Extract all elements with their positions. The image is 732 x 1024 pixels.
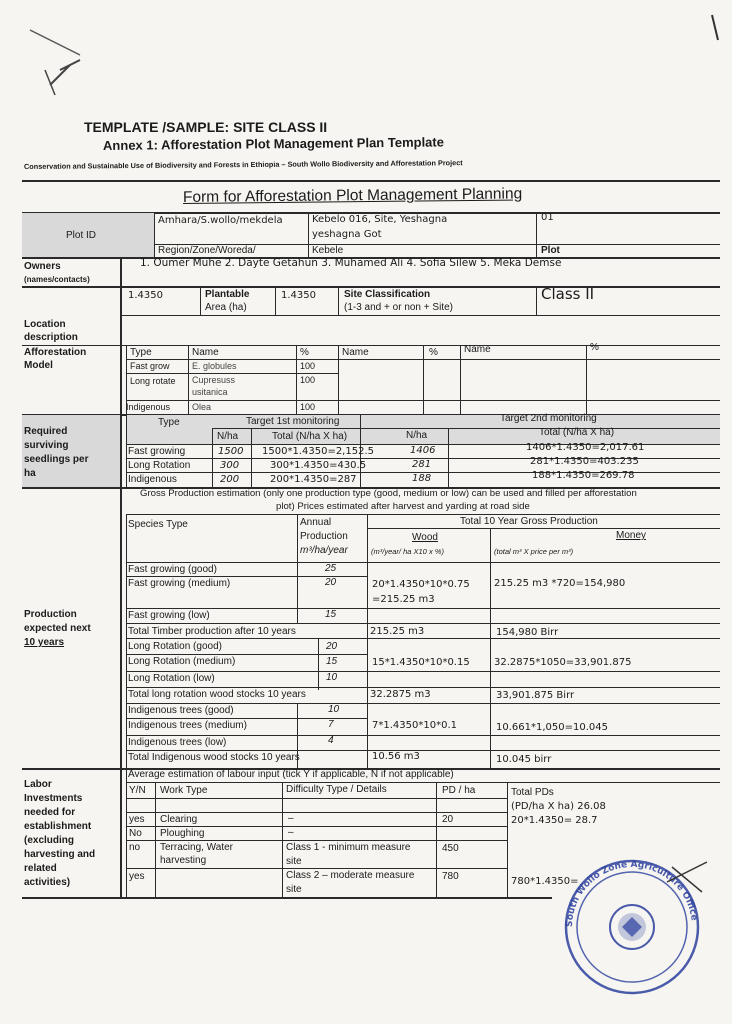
labor-pd: 450: [442, 843, 459, 854]
seedling-t1: 200*1.4350=287: [270, 474, 357, 485]
grid-line: [490, 528, 491, 768]
grid-line: [536, 212, 537, 257]
labor-diff-2: site: [286, 884, 302, 895]
production-label: Production: [24, 609, 77, 620]
model-name: Olea: [192, 402, 212, 412]
money-value: 154,980 Birr: [496, 627, 559, 638]
area-value: 1.4350: [128, 290, 163, 301]
money-subheader: (total m³ X price per m³): [494, 547, 574, 556]
grid-line: [275, 286, 276, 315]
production-row: Long Rotation (low): [128, 673, 215, 684]
owners-value: 1. Oumer Muhe 2. Dayte Getahun 3. Muhamed Ali 4. Sofia Silew 5. Meka Demse: [140, 257, 562, 269]
annual-value: 20: [326, 641, 338, 652]
owners-sublabel: (names/contacts): [24, 275, 90, 284]
grid-line: [338, 286, 339, 315]
model-label: Afforestation: [24, 347, 87, 358]
labor-header-total: Total PDs: [511, 787, 554, 798]
species-header: Species Type: [128, 519, 188, 530]
labor-diff: –: [288, 827, 294, 838]
labor-yn: No: [129, 828, 142, 839]
grid-line: [126, 638, 720, 639]
labor-header-work: Work Type: [160, 785, 208, 796]
labor-label-2: Investments: [24, 793, 83, 804]
model-label-2: Model: [24, 360, 53, 371]
labor-work: Ploughing: [160, 828, 205, 839]
grid-line: [154, 212, 155, 257]
grid-line: [126, 608, 720, 609]
owners-label: Owners: [24, 261, 61, 272]
region-label: Region/Zone/Woreda/: [158, 245, 256, 256]
grid-line: [22, 286, 720, 288]
seedling-t1: 300*1.4350=430.5: [270, 460, 367, 471]
production-row: Long Rotation (medium): [128, 656, 236, 667]
money-value: 10.661*1,050=10.045: [496, 722, 608, 733]
annual-header-2: Production: [300, 531, 348, 542]
labor-diff: Class 1 - minimum measure: [286, 842, 411, 853]
seedling-n1: 1500: [218, 446, 244, 457]
labor-header-yn: Y/N: [129, 785, 146, 796]
seedling-n2: 1406: [410, 445, 436, 456]
nha-header: N/ha: [217, 431, 239, 442]
annual-value: 10: [328, 704, 340, 715]
production-row: Total Indigenous wood stocks 10 years: [128, 752, 300, 763]
grid-line: [367, 528, 720, 529]
total-header: Total (N/ha X ha): [272, 431, 348, 442]
seedling-t2: 1406*1.4350=2,017.61: [526, 442, 645, 453]
first-monitoring-header: Target 1st monitoring: [246, 416, 340, 427]
model-header-pct-3: %: [590, 342, 599, 353]
header-rule: [22, 180, 720, 182]
production-row: Fast growing (good): [128, 564, 217, 575]
stamp-text: South Wollo Zone Agriculture Office: [564, 859, 699, 928]
wood-value: 15*1.4350*10*0.15: [372, 657, 470, 668]
annual-value: 7: [328, 719, 334, 730]
production-note: Gross Production estimation (only one production type (good, medium or low) can be used and filled per afforestation: [140, 488, 637, 499]
grid-line: [308, 212, 309, 257]
model-name: E. globules: [192, 361, 237, 371]
wood-value: 7*1.4350*10*0.1: [372, 720, 457, 731]
labor-total-sub: (PD/ha X ha) 26.08: [511, 801, 606, 812]
labor-total: 780*1.4350=: [511, 876, 579, 887]
grid-line: [120, 315, 720, 316]
template-title: TEMPLATE /SAMPLE: SITE CLASS II: [84, 119, 328, 135]
grid-line: [212, 428, 720, 429]
grid-line: [126, 826, 507, 827]
labor-note: Average estimation of labour input (tick Y if applicable, N if not applicable): [128, 769, 454, 780]
grid-line: [126, 414, 127, 487]
grid-line: [188, 345, 189, 414]
seedlings-label-2: surviving: [24, 440, 69, 451]
labor-label-5: (excluding: [24, 835, 75, 846]
labor-diff-2: site: [286, 856, 302, 867]
location-label: Location: [24, 319, 66, 330]
labor-work: Terracing, Water: [160, 842, 233, 853]
model-header-pct-2: %: [429, 347, 438, 358]
money-value: 10.045 birr: [496, 754, 552, 765]
money-value: 33,901.875 Birr: [496, 690, 575, 701]
model-name-2: usitanica: [192, 387, 228, 397]
grid-line: [126, 514, 720, 515]
kebele-label: Kebele: [312, 245, 344, 256]
wood-value: 32.2875 m3: [370, 689, 431, 700]
money-value: 32.2875*1050=33,901.875: [494, 657, 632, 668]
grid-line: [126, 798, 507, 799]
labor-work: Clearing: [160, 814, 198, 825]
money-value: 215.25 m3 *720=154,980: [494, 578, 626, 589]
seedling-t1: 1500*1.4350=2,152.5: [262, 446, 374, 457]
annex-title: Annex 1: Afforestation Plot Management Plan Template: [102, 134, 445, 153]
annual-header: Annual: [300, 517, 332, 528]
annual-value: 25: [325, 563, 337, 574]
grid-line: [586, 345, 587, 414]
seedlings-label: Required: [24, 426, 68, 437]
labor-header-pd: PD / ha: [442, 785, 476, 796]
annual-value: 10: [326, 672, 338, 683]
grid-line: [367, 514, 368, 768]
annual-value: 4: [328, 735, 334, 746]
grid-line: [126, 768, 127, 898]
production-row: Indigenous trees (low): [128, 737, 227, 748]
wood-value: 215.25 m3: [370, 626, 425, 637]
model-type: Indigenous: [126, 402, 171, 412]
seedling-type: Fast growing: [128, 446, 186, 457]
grid-line: [318, 638, 319, 690]
model-header-name-3: Name: [464, 344, 491, 355]
labor-yn: yes: [129, 814, 145, 825]
plot-number: 01: [541, 212, 554, 223]
production-row: Indigenous trees (good): [128, 705, 234, 716]
grid-line: [126, 782, 720, 783]
plot-label: Plot: [541, 245, 560, 256]
grid-line: [126, 868, 507, 869]
labor-yn: no: [129, 842, 141, 853]
model-name: Cupresuss: [192, 375, 236, 385]
production-row: Total long rotation wood stocks 10 years: [128, 689, 306, 700]
seedling-n1: 200: [220, 474, 240, 485]
plot-id-label: Plot ID: [66, 230, 97, 241]
labor-label-7: related: [24, 863, 57, 874]
seedlings-label-4: ha: [24, 468, 36, 479]
annual-value: 20: [325, 577, 337, 588]
grid-line: [126, 703, 720, 704]
production-row: Fast growing (low): [128, 610, 210, 621]
model-header-type: Type: [130, 347, 152, 358]
model-header-name: Name: [192, 347, 219, 358]
margin-mark: [700, 10, 725, 50]
production-row: Total Timber production after 10 years: [128, 626, 296, 637]
model-header-name-2: Name: [342, 347, 369, 358]
model-type: Fast grow: [130, 361, 170, 371]
nha-header-2: N/ha: [406, 430, 428, 441]
labor-label-4: establishment: [24, 821, 92, 832]
grid-line: [126, 687, 720, 688]
plantable-label-2: Area (ha): [205, 302, 247, 313]
wood-value-2: =215.25 m3: [372, 594, 435, 605]
grid-line: [460, 345, 461, 414]
grid-line: [126, 812, 507, 813]
labor-label-8: activities): [24, 877, 71, 888]
annual-value: 15: [326, 656, 338, 667]
seedling-type: Long Rotation: [128, 460, 191, 471]
wood-subheader: (m³/year/ ha X10 x %): [371, 547, 444, 556]
seedling-n2: 281: [412, 459, 432, 470]
production-row: Indigenous trees (medium): [128, 720, 247, 731]
labor-diff: Class 2 – moderate measure: [286, 870, 415, 881]
grid-line: [126, 514, 127, 768]
labor-pd: 20: [442, 814, 454, 825]
gross-header: Total 10 Year Gross Production: [460, 516, 598, 527]
labor-header-diff: Difficulty Type / Details: [286, 784, 387, 795]
grid-line: [126, 750, 720, 751]
labor-pd: 780: [442, 871, 459, 882]
grid-line: [126, 623, 720, 624]
grid-line: [507, 782, 508, 898]
wood-value: 10.56 m3: [372, 751, 420, 762]
labor-label: Labor: [24, 779, 52, 790]
production-label-3: 10 years: [24, 637, 65, 648]
grid-line: [126, 840, 507, 841]
seedlings-label-3: seedlings per: [24, 454, 89, 465]
grid-line: [22, 897, 552, 899]
kebele-value: Kebelo 016, Site, Yeshagna: [312, 214, 448, 225]
seedling-t2: 188*1.4350=269.78: [532, 470, 635, 481]
seedling-t2: 281*1.4350=403.235: [530, 456, 639, 467]
grid-line: [200, 286, 201, 315]
labor-label-3: needed for: [24, 807, 76, 818]
production-row: Long Rotation (good): [128, 641, 222, 652]
plantable-label: Plantable: [205, 289, 250, 300]
grid-line: [126, 671, 720, 672]
grid-line: [536, 286, 537, 315]
total-header-2: Total (N/ha X ha): [539, 427, 615, 438]
site-class-label: Site Classification: [344, 289, 431, 300]
grid-line: [126, 654, 367, 655]
model-type: Long rotate: [130, 376, 176, 386]
region-value: Amhara/S.wollo/mekdela: [158, 215, 283, 226]
annual-header-3: m³/ha/year: [300, 545, 348, 556]
wood-value: 20*1.4350*10*0.75: [372, 579, 470, 590]
plantable-value: 1.4350: [281, 290, 316, 301]
grid-line: [338, 345, 339, 414]
grid-line: [423, 345, 424, 414]
production-label-2: expected next: [24, 623, 91, 634]
project-name: Conservation and Sustainable Use of Biodiversity and Forests in Ethiopia – South Wollo Biodiversity and Afforestation Project: [23, 158, 463, 171]
labor-yn: yes: [129, 871, 145, 882]
production-note-2: plot) Prices estimated after harvest and yarding at road side: [276, 501, 530, 512]
grid-line: [296, 345, 297, 414]
seedlings-type-header: Type: [158, 417, 180, 428]
annual-value: 15: [325, 609, 337, 620]
labor-diff: –: [288, 813, 294, 824]
site-class-value: Class II: [541, 285, 595, 303]
seedling-n2: 188: [412, 473, 432, 484]
labor-label-6: harvesting and: [24, 849, 96, 860]
second-monitoring-header: Target 2nd monitoring: [500, 413, 597, 424]
grid-line: [126, 735, 720, 736]
money-header: Money: [616, 530, 647, 541]
form-title: Form for Afforestation Plot Management Planning: [182, 185, 523, 206]
seedling-n1: 300: [220, 460, 240, 471]
grid-line: [126, 562, 720, 563]
official-stamp: [552, 852, 712, 1002]
labor-work-2: harvesting: [160, 855, 207, 866]
margin-scribble: [20, 20, 110, 100]
production-row: Fast growing (medium): [128, 578, 231, 589]
location-label-2: description: [24, 332, 78, 343]
model-pct: 100: [300, 361, 316, 371]
site-class-label-2: (1-3 and + or non + Site): [344, 302, 453, 313]
kebele-value-2: yeshagna Got: [312, 229, 382, 240]
grid-line: [126, 373, 338, 374]
model-pct: 100: [300, 402, 316, 412]
seedling-type: Indigenous: [128, 474, 177, 485]
model-header-pct: %: [300, 347, 309, 358]
labor-total: 20*1.4350= 28.7: [511, 815, 598, 826]
wood-header: Wood: [412, 532, 438, 543]
model-pct: 100: [300, 375, 316, 385]
grid-line: [120, 212, 122, 898]
